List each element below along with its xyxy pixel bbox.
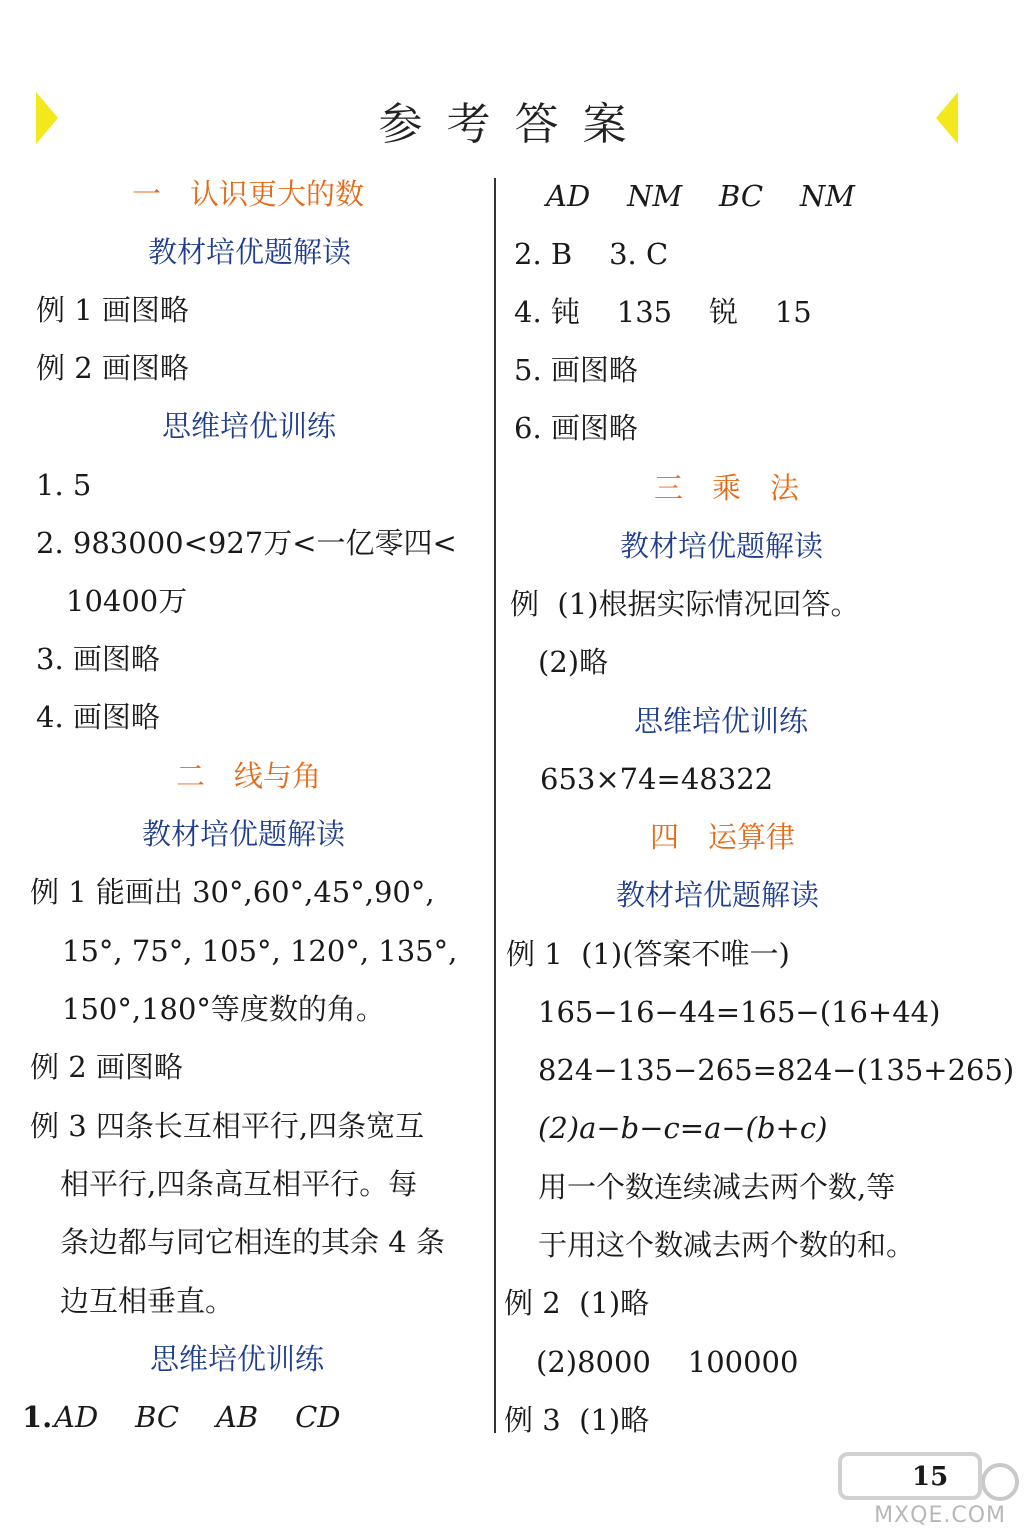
- example-2-line-2: (2)8000 100000: [536, 1345, 799, 1379]
- page-title: 参考答案: [378, 99, 651, 150]
- example-line-2: (2)略: [538, 645, 609, 679]
- page-number: 15: [912, 1462, 949, 1492]
- example-1-line-3: 824−135−265=824−(135+265): [538, 1053, 1015, 1087]
- section-title-4: 四 运算律: [650, 820, 796, 854]
- example-3-line-2: 相平行,四条高互相平行。每: [60, 1167, 418, 1201]
- subsection-textbook-2: 教材培优题解读: [142, 817, 346, 851]
- example-1-line-1: 例 1 能画出 30°,60°,45°,90°,: [30, 875, 435, 909]
- question-6: 6. 画图略: [514, 411, 638, 445]
- example-3-line-3: 条边都与同它相连的其余 4 条: [60, 1225, 445, 1259]
- question-1-continued: AD NM BC NM: [546, 179, 855, 213]
- section-title-2: 二 线与角: [176, 759, 322, 793]
- subsection-textbook-4: 教材培优题解读: [616, 878, 820, 912]
- section-title-3: 三 乘 法: [654, 471, 800, 505]
- subsection-thinking-2: 思维培优训练: [150, 1342, 325, 1376]
- example-3-line-1: 例 3 (1)略: [504, 1403, 650, 1437]
- example-line-1: 例 (1)根据实际情况回答。: [510, 587, 860, 621]
- question-5: 5. 画图略: [514, 353, 638, 387]
- example-2: 例 2 画图略: [30, 1050, 183, 1084]
- subsection-textbook-3: 教材培优题解读: [620, 529, 824, 563]
- example-1-line-4: (2)a−b−c=a−(b+c): [538, 1111, 828, 1145]
- question-4: 4. 钝 135 锐 15: [514, 295, 812, 329]
- example-1-line-1: 例 1 (1)(答案不唯一): [506, 937, 790, 971]
- question-1-number: 1.: [22, 1400, 53, 1434]
- example-3-line-1: 例 3 四条长互相平行,四条宽互: [30, 1109, 425, 1143]
- question-2-3: 2. B 3. C: [514, 237, 669, 271]
- subsection-thinking-3: 思维培优训练: [634, 704, 809, 738]
- example-1-line-6: 于用这个数减去两个数的和。: [538, 1228, 916, 1262]
- column-divider: [494, 178, 496, 1433]
- example-2: 例 2 画图略: [36, 351, 189, 385]
- watermark-text: MXQE.COM: [874, 1503, 1006, 1528]
- example-1-line-2: 165−16−44=165−(16+44): [538, 995, 941, 1029]
- example-1-line-2: 15°, 75°, 105°, 120°, 135°,: [62, 934, 458, 968]
- question-1-answer: AD BC AB CD: [54, 1400, 341, 1434]
- thinking-question-1: 653×74=48322: [540, 762, 774, 796]
- question-4: 4. 画图略: [36, 700, 160, 734]
- subsection-textbook-1: 教材培优题解读: [148, 235, 352, 269]
- example-3-line-4: 边互相垂直。: [60, 1284, 235, 1318]
- example-1-line-3: 150°,180°等度数的角。: [62, 992, 385, 1026]
- question-2-line-1: 2. 983000<927万<一亿零四<: [36, 526, 457, 560]
- question-2-line-2: 10400万: [66, 584, 188, 618]
- right-marker-triangle: [936, 92, 958, 144]
- section-title-1: 一 认识更大的数: [132, 177, 365, 211]
- question-3: 3. 画图略: [36, 642, 160, 676]
- example-2-line-1: 例 2 (1)略: [504, 1286, 650, 1320]
- example-1: 例 1 画图略: [36, 293, 189, 327]
- question-1: 1. 5: [36, 468, 92, 502]
- example-1-line-5: 用一个数连续减去两个数,等: [538, 1170, 896, 1204]
- subsection-thinking-1: 思维培优训练: [162, 409, 337, 443]
